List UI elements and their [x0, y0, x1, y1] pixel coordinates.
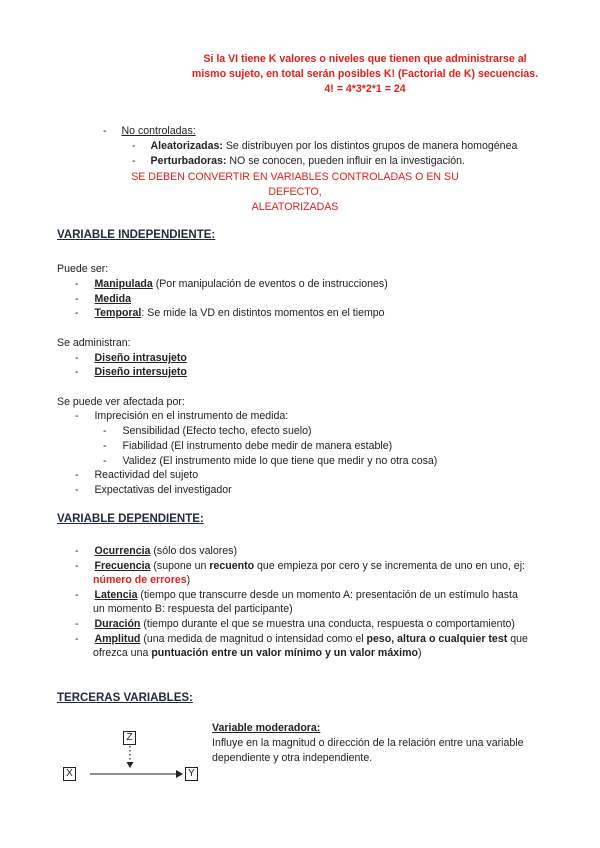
bullet-dash: - — [75, 366, 79, 378]
frecuencia-term: Frecuencia — [94, 560, 151, 572]
bullet-dash: - — [103, 425, 107, 437]
duracion-text: (tiempo durante el que se muestra una conducta, respuesta o comportamiento) — [140, 618, 515, 630]
no-controladas-label: No controladas: — [121, 125, 196, 137]
tv-heading: TERCERAS VARIABLES: — [57, 692, 193, 704]
intrasujeto-term: Diseño intrasujeto — [94, 352, 187, 364]
vd-heading: VARIABLE DEPENDIENTE: — [57, 513, 204, 525]
frecuencia-text-1: (supone un — [150, 560, 210, 572]
imprecision-text: Imprecisión en el instrumento de medida: — [94, 410, 289, 422]
perturbadoras-term: Perturbadoras: — [150, 155, 227, 167]
validez-text: Validez (El instrumento mide lo que tiene que medir y no otra cosa) — [122, 455, 438, 467]
ocurrencia-text: (sólo dos valores) — [150, 545, 237, 557]
box-y: Y — [185, 767, 198, 781]
amplitud-close: ) — [417, 647, 422, 659]
medida-term: Medida — [94, 293, 131, 305]
bullet-dash: - — [75, 618, 79, 630]
frecuencia-bold: recuento — [209, 560, 255, 572]
bullet-dash: - — [103, 125, 107, 137]
bullet-dash: - — [75, 469, 79, 481]
perturbadoras-text: NO se conocen, pueden influir en la investigación. — [226, 155, 465, 167]
amplitud-text-1: (una medida de magnitud o intensidad como el — [140, 633, 367, 645]
note-line-3: 4! = 4*3*2*1 = 24 — [324, 83, 406, 95]
temporal-text: : Se mide la VD en distintos momentos en el tiempo — [141, 307, 385, 319]
z-arrowhead — [127, 762, 134, 768]
expectativas-text: Expectativas del investigador — [94, 484, 232, 496]
frecuencia-close: ) — [186, 574, 191, 586]
vi-heading: VARIABLE INDEPENDIENTE: — [57, 229, 216, 241]
moderadora-line-1: Influye en la magnitud o dirección de la relación entre una variable — [212, 737, 524, 749]
amplitud-bold-1: peso, altura o cualquier test — [366, 633, 508, 645]
warning-line-1: SE DEBEN CONVERTIR EN VARIABLES CONTROLADAS O EN SU DEFECTO, — [131, 171, 459, 198]
bullet-dash: - — [75, 589, 79, 601]
bullet-dash: - — [75, 484, 79, 496]
note-line-2: mismo sujeto, en total serán posibles K! (Factorial de K) secuencias. — [191, 68, 539, 80]
duracion-term: Duración — [94, 618, 141, 630]
sensibilidad-text: Sensibilidad (Efecto techo, efecto suelo) — [122, 425, 312, 437]
bullet-dash: - — [75, 560, 79, 572]
box-x: X — [63, 767, 76, 781]
frecuencia-red: número de errores — [93, 574, 187, 586]
ocurrencia-term: Ocurrencia — [94, 545, 151, 557]
manipulada-text: (Por manipulación de eventos o de instrucciones) — [152, 278, 388, 290]
latencia-text-2: un momento B: respuesta del participante) — [93, 603, 293, 615]
frecuencia-text-2: que empieza por cero y se incrementa de uno en uno, ej: — [254, 560, 525, 572]
temporal-term: Temporal — [94, 307, 142, 319]
reactividad-text: Reactividad del sujeto — [94, 469, 199, 481]
manipulada-term: Manipulada — [94, 278, 153, 290]
moderadora-title — [212, 722, 320, 734]
box-z: Z — [123, 731, 136, 745]
bullet-dash: - — [75, 293, 79, 305]
se-administran-label: Se administran: — [57, 337, 131, 349]
bullet-dash: - — [75, 352, 79, 364]
amplitud-bold-2: puntuación entre un valor mínimo y un valor máximo — [151, 647, 418, 659]
bullet-dash: - — [75, 633, 79, 645]
bullet-dash: - — [75, 278, 79, 290]
aleatorizadas-term: Aleatorizadas: — [150, 140, 223, 152]
moderadora-line-2: dependiente y otra independiente. — [212, 752, 373, 764]
bullet-dash: - — [132, 155, 136, 167]
bullet-dash: - — [132, 140, 136, 152]
bullet-dash: - — [75, 545, 79, 557]
bullet-dash: - — [103, 455, 107, 467]
moderadora-title-text: Variable moderadora: — [212, 722, 321, 734]
amplitud-term: Amplitud — [94, 633, 141, 645]
latencia-term: Latencia — [94, 589, 138, 601]
bullet-dash: - — [103, 440, 107, 452]
bullet-dash: - — [75, 307, 79, 319]
latencia-text-1: (tiempo que transcurre desde un momento A: presentación de un estímulo hasta — [137, 589, 518, 601]
x-to-y-arrowhead — [176, 770, 183, 778]
puede-ser-label: Puede ser: — [57, 263, 109, 275]
warning-line-2: ALEATORIZADAS — [251, 201, 339, 213]
note-line-1: Si la VI tiene K valores o niveles que tienen que administrarse al — [203, 53, 527, 65]
afectada-label: Se puede ver afectada por: — [57, 396, 185, 408]
fiabilidad-text: Fiabilidad (El instrumento debe medir de manera estable) — [122, 440, 393, 452]
aleatorizadas-text: Se distribuyen por los distintos grupos de manera homogénea — [222, 140, 518, 152]
amplitud-text-3: ofrezca una — [93, 647, 152, 659]
intersujeto-term: Diseño intersujeto — [94, 366, 187, 378]
bullet-dash: - — [75, 410, 79, 422]
amplitud-text-2: que — [507, 633, 528, 645]
